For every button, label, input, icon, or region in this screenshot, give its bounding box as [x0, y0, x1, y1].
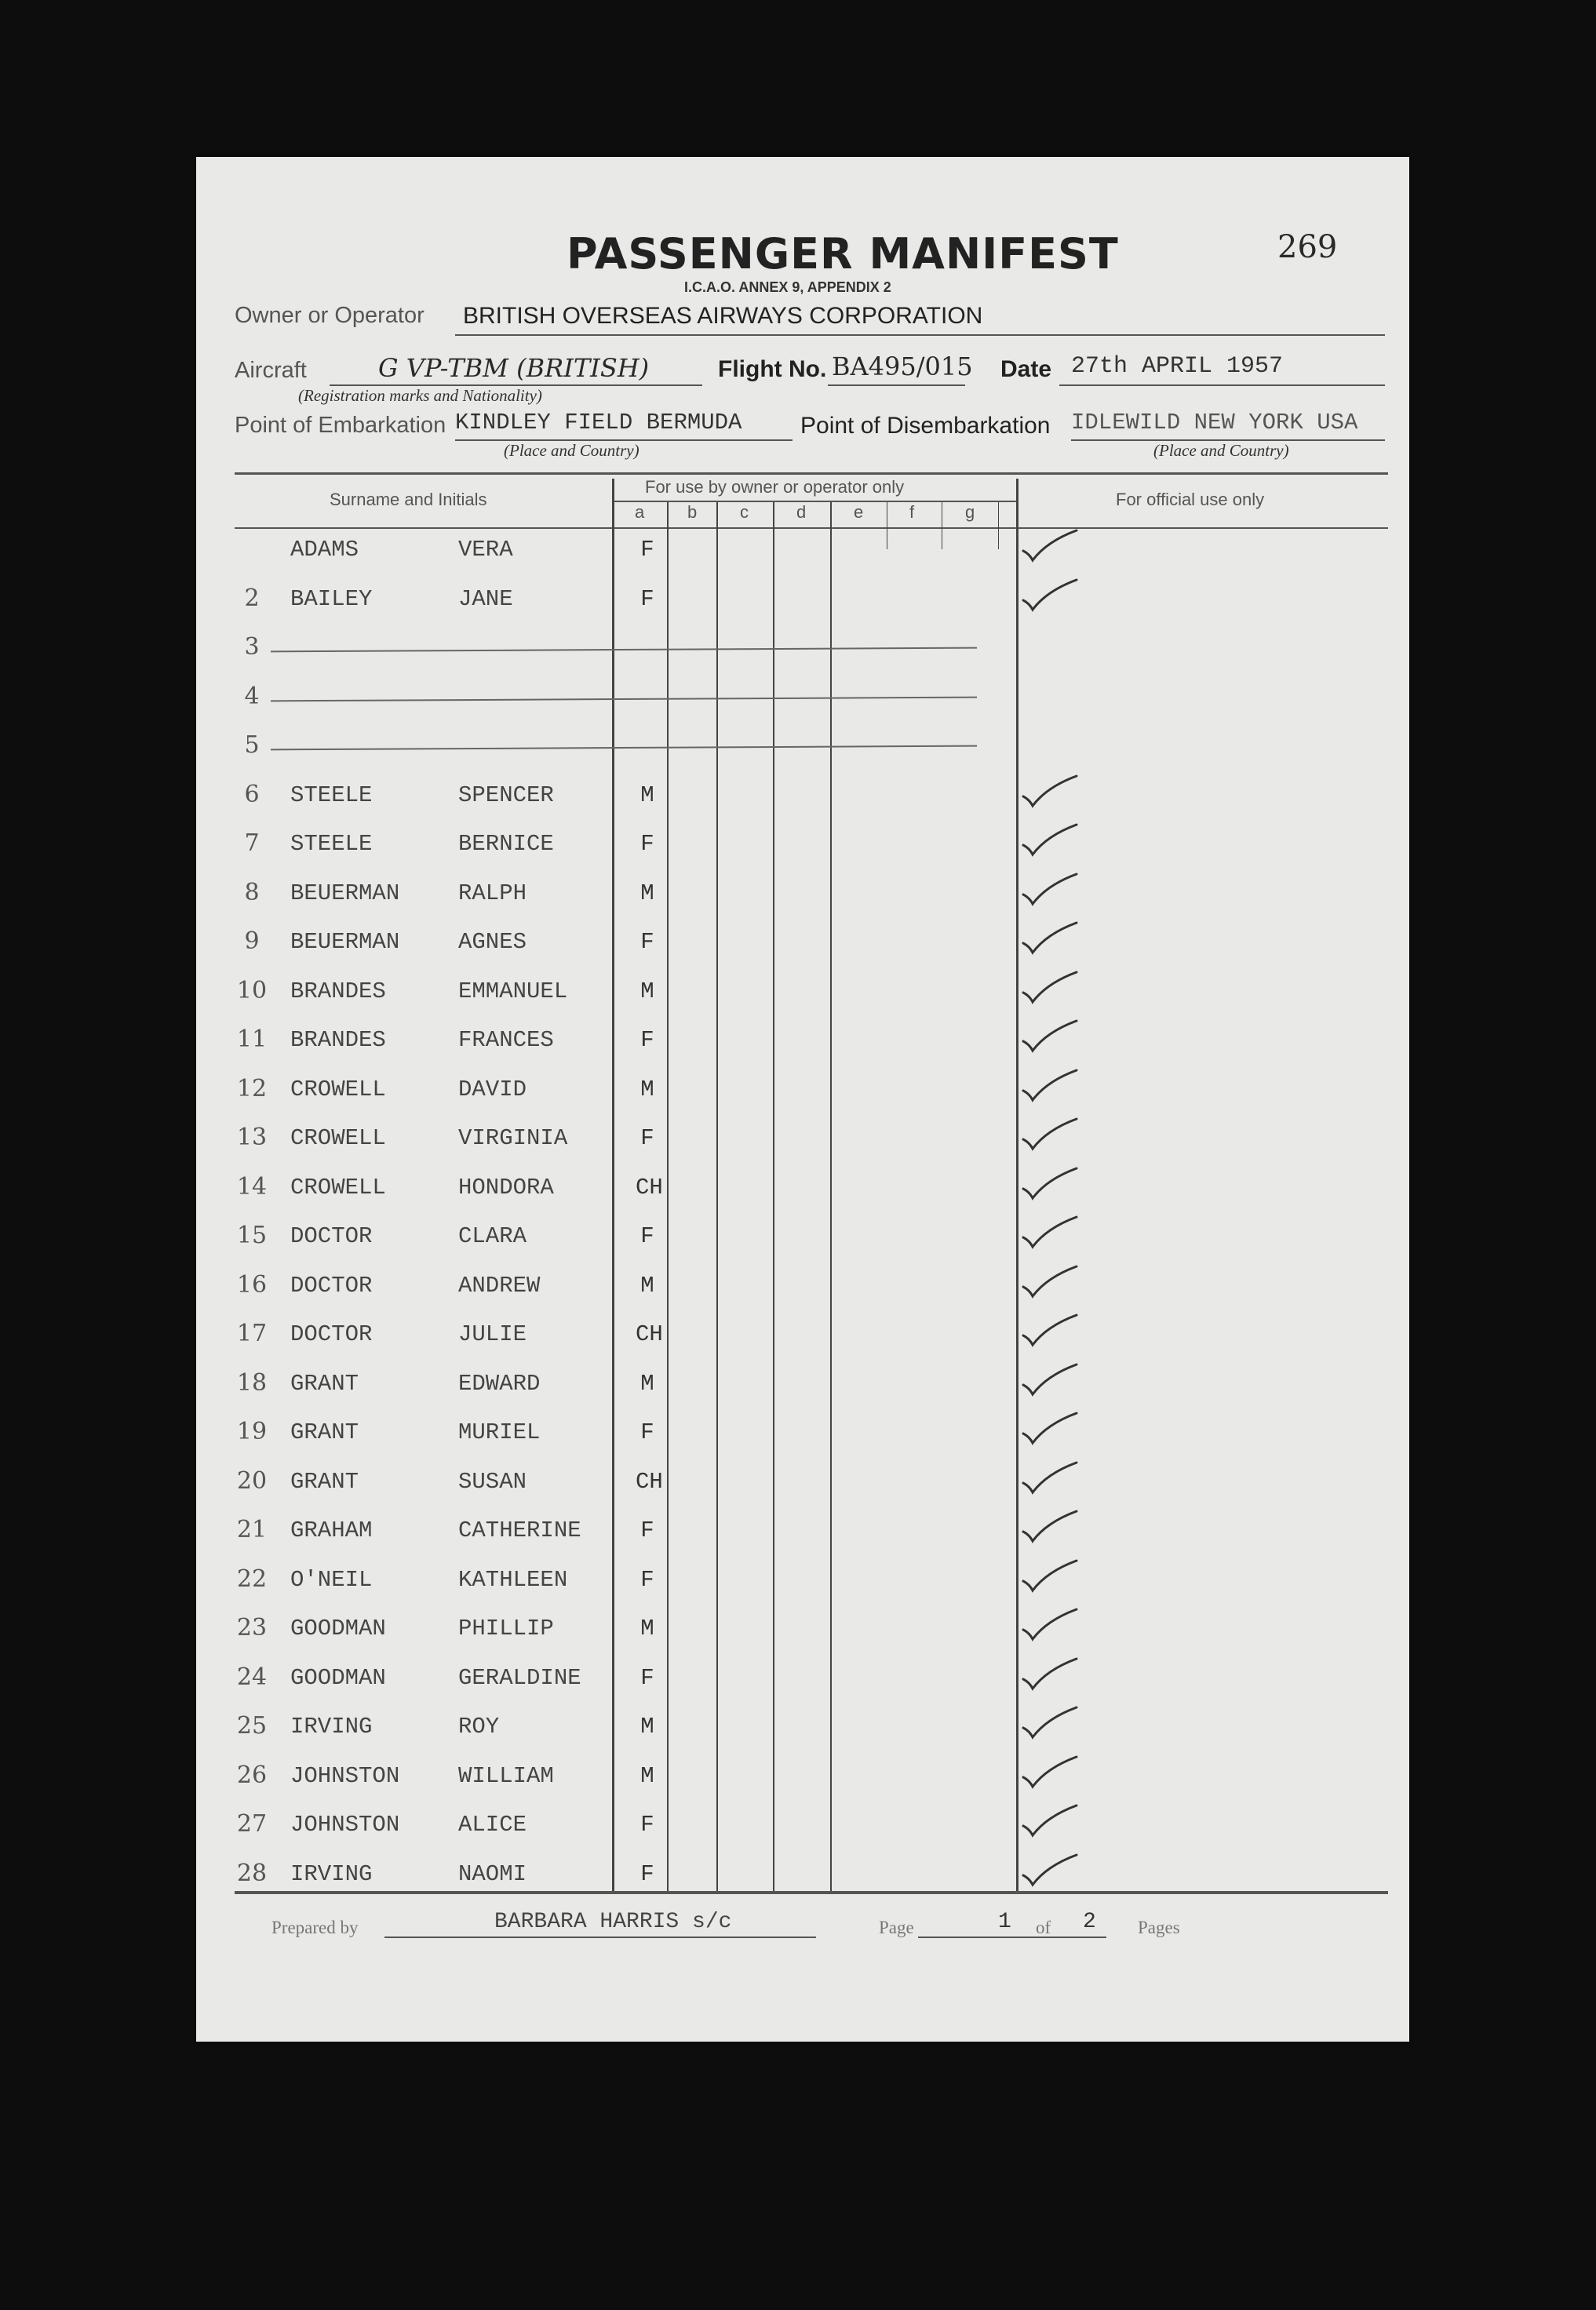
- document-title: PASSENGER MANIFEST: [567, 229, 1119, 279]
- date-underline: [1059, 384, 1385, 386]
- strikethrough-line: [271, 647, 977, 653]
- table-row: [196, 969, 1409, 1018]
- page-stamp-number: 269: [1277, 229, 1338, 265]
- prepared-by-label: Prepared by: [271, 1918, 359, 1937]
- row-number: 14: [236, 1172, 268, 1201]
- passenger-category: M: [640, 782, 654, 808]
- table-row: [196, 1558, 1409, 1606]
- manifest-sheet: [196, 157, 1409, 2042]
- surname-column-header: Surname and Initials: [330, 490, 487, 509]
- passenger-category: F: [640, 1566, 654, 1593]
- checkmark-icon: [1012, 871, 1083, 910]
- page-value: 1: [998, 1910, 1011, 1934]
- date-label: Date: [1000, 356, 1052, 382]
- row-number: 4: [244, 682, 260, 710]
- passenger-category: CH: [636, 1321, 663, 1347]
- table-row: [196, 1410, 1409, 1459]
- table-row: [196, 773, 1409, 822]
- passenger-surname: IRVING: [290, 1714, 373, 1740]
- passenger-surname: DOCTOR: [290, 1321, 373, 1347]
- aircraft-note: (Registration marks and Nationality): [298, 386, 542, 405]
- passenger-surname: GRANT: [290, 1419, 359, 1445]
- checkmark-icon: [1012, 1116, 1083, 1155]
- row-number: 20: [236, 1467, 268, 1495]
- passenger-category: F: [640, 585, 654, 612]
- passenger-given-name: JULIE: [458, 1321, 527, 1347]
- row-number: 21: [236, 1516, 268, 1543]
- row-number: 28: [236, 1859, 268, 1887]
- flight-label: Flight No.: [718, 356, 827, 382]
- pages-label: Pages: [1138, 1918, 1180, 1937]
- checkmark-icon: [1012, 773, 1083, 812]
- page-underline: [918, 1937, 1106, 1938]
- aircraft-label: Aircraft: [235, 358, 307, 383]
- row-number: 7: [244, 829, 260, 857]
- row-number: 19: [236, 1418, 268, 1445]
- passenger-category: CH: [636, 1174, 663, 1201]
- checkmark-icon: [1012, 1508, 1083, 1547]
- row-number: 23: [236, 1614, 268, 1641]
- passenger-surname: GRAHAM: [290, 1518, 373, 1543]
- passenger-category: M: [640, 1370, 654, 1397]
- passenger-given-name: HONDORA: [458, 1174, 554, 1201]
- row-number: 8: [244, 878, 260, 906]
- passenger-category: F: [640, 831, 654, 857]
- table-row: [196, 1656, 1409, 1704]
- checkmark-icon: [1012, 1312, 1083, 1351]
- aircraft-value: G VP-TBM (BRITISH): [378, 353, 650, 383]
- row-number: 22: [236, 1565, 268, 1593]
- table-row: [196, 1165, 1409, 1214]
- checkmark-icon: [1012, 1263, 1083, 1303]
- strikethrough-line: [271, 745, 977, 751]
- owner-value: BRITISH OVERSEAS AIRWAYS CORPORATION: [463, 303, 983, 329]
- subcolumn-header-d: d: [796, 502, 807, 522]
- passenger-surname: CROWELL: [290, 1174, 386, 1201]
- checkmark-icon: [1012, 1558, 1083, 1597]
- passenger-given-name: SUSAN: [458, 1468, 527, 1495]
- passenger-category: F: [640, 1125, 654, 1151]
- row-number: 18: [236, 1368, 268, 1397]
- checkmark-icon: [1012, 822, 1083, 861]
- table-row: [196, 1508, 1409, 1557]
- row-number: 10: [236, 976, 268, 1004]
- table-row: [196, 871, 1409, 920]
- table-row: [196, 1606, 1409, 1655]
- page-label: Page: [879, 1918, 914, 1937]
- passenger-category: F: [640, 1664, 654, 1691]
- row-number: 27: [236, 1810, 268, 1838]
- passenger-surname: STEELE: [290, 782, 373, 808]
- passenger-surname: DOCTOR: [290, 1272, 373, 1299]
- passenger-surname: DOCTOR: [290, 1223, 373, 1249]
- checkmark-icon: [1012, 527, 1083, 567]
- checkmark-icon: [1012, 1361, 1083, 1401]
- operator-column-header: For use by owner or operator only: [645, 477, 905, 497]
- of-label: of: [1036, 1918, 1051, 1937]
- passenger-category: M: [640, 880, 654, 906]
- passenger-surname: JOHNSTON: [290, 1762, 400, 1789]
- passenger-surname: GRANT: [290, 1468, 359, 1495]
- row-number: 13: [236, 1124, 268, 1151]
- table-row: [196, 1704, 1409, 1753]
- passenger-surname: ADAMS: [290, 537, 359, 563]
- table-bottom-rule: [235, 1891, 1388, 1894]
- passenger-category: F: [640, 537, 654, 563]
- checkmark-icon: [1012, 1067, 1083, 1106]
- passenger-given-name: VERA: [458, 537, 513, 563]
- passenger-category: CH: [636, 1468, 663, 1495]
- row-number: 11: [236, 1026, 268, 1053]
- table-row: [196, 1214, 1409, 1262]
- owner-label: Owner or Operator: [235, 303, 425, 328]
- passenger-category: F: [640, 1223, 654, 1249]
- checkmark-icon: [1012, 1656, 1083, 1695]
- table-row: [196, 1018, 1409, 1066]
- prepared-by-value: BARBARA HARRIS s/c: [494, 1910, 732, 1934]
- passenger-given-name: KATHLEEN: [458, 1566, 568, 1593]
- passenger-given-name: EDWARD: [458, 1370, 541, 1397]
- table-row: [196, 822, 1409, 870]
- table-row: [196, 1754, 1409, 1802]
- subheader-rule: [612, 501, 1016, 502]
- passenger-surname: BRANDES: [290, 1027, 386, 1053]
- table-row: [196, 1116, 1409, 1164]
- subcolumn-header-a: a: [635, 502, 645, 522]
- table-row: [196, 1067, 1409, 1116]
- row-number: 12: [236, 1074, 268, 1102]
- flight-value: BA495/015: [832, 352, 973, 381]
- passenger-given-name: SPENCER: [458, 782, 554, 808]
- passenger-given-name: EMMANUEL: [458, 978, 568, 1004]
- passenger-given-name: AGNES: [458, 929, 527, 955]
- passenger-category: F: [640, 929, 654, 955]
- checkmark-icon: [1012, 969, 1083, 1008]
- checkmark-icon: [1012, 1459, 1083, 1499]
- passenger-surname: O'NEIL: [290, 1566, 373, 1593]
- subcolumn-header-c: c: [740, 502, 749, 522]
- passenger-surname: GOODMAN: [290, 1616, 386, 1641]
- passenger-given-name: DAVID: [458, 1076, 527, 1102]
- passenger-category: M: [640, 1616, 654, 1641]
- passenger-given-name: GERALDINE: [458, 1664, 581, 1691]
- row-number: 17: [236, 1320, 268, 1347]
- disembarkation-label: Point of Disembarkation: [800, 413, 1051, 439]
- checkmark-icon: [1012, 1410, 1083, 1449]
- table-row: [196, 577, 1409, 625]
- passenger-given-name: FRANCES: [458, 1027, 554, 1053]
- checkmark-icon: [1012, 577, 1083, 616]
- table-row: [196, 920, 1409, 968]
- embarkation-label: Point of Embarkation: [235, 413, 446, 438]
- passenger-surname: BAILEY: [290, 585, 373, 612]
- passenger-category: F: [640, 1419, 654, 1445]
- embarkation-note: (Place and Country): [504, 441, 639, 460]
- passenger-category: F: [640, 1027, 654, 1053]
- passenger-surname: BEUERMAN: [290, 929, 400, 955]
- passenger-category: F: [640, 1812, 654, 1838]
- passenger-given-name: BERNICE: [458, 831, 554, 857]
- table-row: [196, 1802, 1409, 1851]
- table-row: [196, 675, 1409, 723]
- prepared-by-underline: [384, 1937, 816, 1938]
- flight-underline: [828, 384, 965, 386]
- passenger-category: F: [640, 1518, 654, 1543]
- passenger-given-name: PHILLIP: [458, 1616, 554, 1641]
- passenger-surname: IRVING: [290, 1860, 373, 1887]
- embarkation-value: KINDLEY FIELD BERMUDA: [455, 410, 742, 435]
- passenger-surname: GOODMAN: [290, 1664, 386, 1691]
- passenger-surname: CROWELL: [290, 1076, 386, 1102]
- row-number: 9: [244, 927, 260, 955]
- table-row: [196, 527, 1409, 576]
- disembarkation-note: (Place and Country): [1153, 441, 1289, 460]
- passenger-given-name: ALICE: [458, 1812, 527, 1838]
- table-row: [196, 1459, 1409, 1508]
- passenger-surname: GRANT: [290, 1370, 359, 1397]
- row-number: 15: [236, 1222, 268, 1249]
- row-number: 25: [236, 1712, 268, 1740]
- checkmark-icon: [1012, 1802, 1083, 1842]
- row-number: 16: [236, 1270, 268, 1299]
- subcolumn-header-b: b: [687, 502, 698, 522]
- table-top-rule: [235, 472, 1388, 475]
- table-row: [196, 723, 1409, 772]
- passenger-given-name: ANDREW: [458, 1272, 541, 1299]
- passenger-category: F: [640, 1860, 654, 1887]
- passenger-category: M: [640, 978, 654, 1004]
- checkmark-icon: [1012, 1018, 1083, 1057]
- row-number: 26: [236, 1761, 268, 1789]
- passenger-surname: BEUERMAN: [290, 880, 400, 906]
- table-row: [196, 1312, 1409, 1361]
- row-number: 2: [244, 584, 260, 612]
- checkmark-icon: [1012, 1214, 1083, 1253]
- passenger-category: M: [640, 1714, 654, 1740]
- subcolumn-header-g: g: [965, 502, 975, 522]
- date-value: 27th APRIL 1957: [1071, 353, 1284, 380]
- passenger-surname: STEELE: [290, 831, 373, 857]
- row-number: 3: [244, 633, 260, 661]
- passenger-given-name: RALPH: [458, 880, 527, 906]
- checkmark-icon: [1012, 1704, 1083, 1743]
- checkmark-icon: [1012, 1165, 1083, 1204]
- official-column-header: For official use only: [1116, 490, 1265, 509]
- owner-underline: [455, 334, 1385, 336]
- passenger-given-name: NAOMI: [458, 1860, 527, 1887]
- passenger-surname: BRANDES: [290, 978, 386, 1004]
- row-number: 5: [244, 731, 260, 759]
- strikethrough-line: [271, 696, 977, 701]
- passenger-given-name: JANE: [458, 585, 513, 612]
- table-row: [196, 1361, 1409, 1410]
- passenger-given-name: ROY: [458, 1714, 500, 1740]
- passenger-surname: CROWELL: [290, 1125, 386, 1151]
- passenger-category: M: [640, 1076, 654, 1102]
- row-number: 6: [244, 780, 260, 808]
- passenger-surname: JOHNSTON: [290, 1812, 400, 1838]
- of-value: 2: [1083, 1910, 1096, 1934]
- table-row: [196, 625, 1409, 674]
- checkmark-icon: [1012, 1754, 1083, 1793]
- passenger-given-name: MURIEL: [458, 1419, 541, 1445]
- passenger-given-name: VIRGINIA: [458, 1125, 568, 1151]
- disembarkation-value: IDLEWILD NEW YORK USA: [1071, 410, 1358, 435]
- checkmark-icon: [1012, 1606, 1083, 1645]
- checkmark-icon: [1012, 1852, 1083, 1891]
- document-subtitle: I.C.A.O. ANNEX 9, APPENDIX 2: [684, 279, 891, 295]
- row-number: 24: [236, 1663, 268, 1691]
- table-row: [196, 1263, 1409, 1312]
- subcolumn-header-f: f: [909, 502, 915, 522]
- passenger-category: M: [640, 1762, 654, 1789]
- passenger-given-name: CLARA: [458, 1223, 527, 1249]
- checkmark-icon: [1012, 920, 1083, 959]
- passenger-given-name: CATHERINE: [458, 1518, 581, 1543]
- passenger-category: M: [640, 1272, 654, 1299]
- passenger-given-name: WILLIAM: [458, 1762, 554, 1789]
- subcolumn-header-e: e: [854, 502, 864, 522]
